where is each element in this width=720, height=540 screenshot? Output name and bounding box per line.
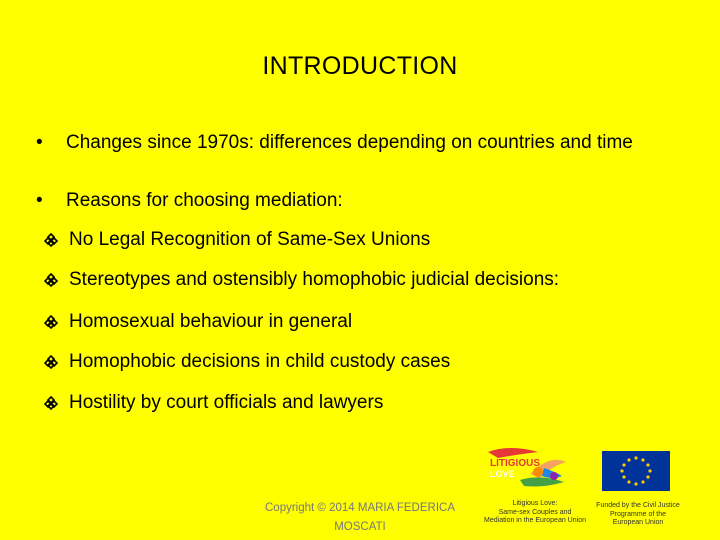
svg-text:LOVE: LOVE (490, 469, 515, 479)
caption-line: Litigious Love: (512, 500, 558, 507)
sub-item-text: Homophobic decisions in child custody cases (69, 351, 451, 372)
sub-item (44, 311, 352, 333)
diamond-bullet-icon (44, 273, 69, 287)
eu-flag-icon (588, 449, 688, 493)
diamond-bullet-icon (44, 355, 69, 369)
eu-funding-caption (588, 502, 688, 528)
eu-funding-logo (588, 449, 688, 528)
sub-item-text: Homosexual behaviour in general (69, 311, 353, 332)
litigious-love-logo-graphic (480, 446, 590, 492)
copyright-line: Copyright © 2014 MARIA FEDERICA (265, 502, 455, 514)
sub-item-text: Stereotypes and ostensibly homophobic judicial decisions: (69, 269, 560, 290)
sub-item-text: Hostility by court officials and lawyers (69, 392, 384, 413)
copyright-line: MOSCATI (334, 521, 386, 533)
bullet-dot-icon: • (36, 132, 43, 153)
slide-title: INTRODUCTION (262, 52, 458, 80)
diamond-bullet-icon (44, 396, 69, 410)
caption-line: Mediation in the European Union (484, 517, 586, 524)
bullet-dot-icon: • (36, 190, 43, 211)
copyright-notice (255, 499, 465, 537)
bullet-text: Changes since 1970s: differences depending on countries and time (66, 132, 633, 153)
sub-item (44, 351, 450, 373)
sub-item (44, 392, 383, 414)
svg-text:LITIGIOUS: LITIGIOUS (490, 458, 540, 469)
sub-item-text: No Legal Recognition of Same-Sex Unions (69, 229, 431, 250)
sub-item (44, 269, 559, 291)
caption-line: European Union (612, 519, 664, 526)
bullet-item (36, 132, 633, 154)
caption-line: Funded by the Civil Justice (596, 502, 680, 509)
litigious-love-caption (480, 500, 590, 526)
caption-line: Same-sex Couples and (498, 508, 572, 516)
diamond-bullet-icon (44, 233, 69, 247)
sub-item (44, 229, 430, 251)
diamond-bullet-icon (44, 315, 69, 329)
bullet-item (36, 190, 343, 212)
bullet-text: Reasons for choosing mediation: (66, 190, 343, 211)
caption-line: Programme of the (609, 510, 667, 518)
litigious-love-logo (480, 446, 590, 526)
